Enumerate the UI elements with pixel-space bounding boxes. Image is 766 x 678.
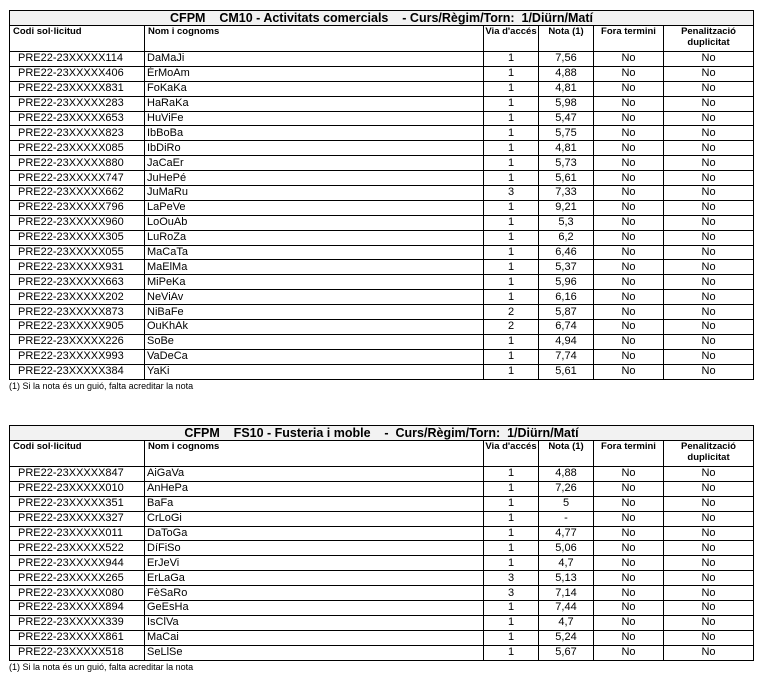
cell-via: 1 [484, 275, 539, 290]
cell-fora: No [594, 111, 664, 126]
admissions-table [9, 425, 754, 661]
cell-code: PRE22-23XXXXX518 [10, 645, 145, 660]
cell-fora: No [594, 586, 664, 601]
cell-penal: No [664, 186, 754, 201]
cell-fora: No [594, 511, 664, 526]
cell-code: PRE22-23XXXXX823 [10, 126, 145, 141]
cell-name: DaMaJi [145, 52, 484, 67]
cell-nota: 4,94 [539, 334, 594, 349]
cell-nota: 5,96 [539, 275, 594, 290]
cell-penal: No [664, 215, 754, 230]
cell-nota: 4,81 [539, 81, 594, 96]
cell-name: NeViAv [145, 290, 484, 305]
cell-penal: No [664, 126, 754, 141]
cell-name: SeLlSe [145, 645, 484, 660]
cell-code: PRE22-23XXXXX905 [10, 320, 145, 335]
cell-code: PRE22-23XXXXX880 [10, 156, 145, 171]
table-row [10, 349, 754, 364]
cell-nota: 5,67 [539, 645, 594, 660]
cell-code: PRE22-23XXXXX055 [10, 245, 145, 260]
cell-fora: No [594, 349, 664, 364]
cell-name: LaPeVe [145, 200, 484, 215]
table-row [10, 556, 754, 571]
table-row [10, 615, 754, 630]
cell-via: 1 [484, 364, 539, 379]
cell-code: PRE22-23XXXXX873 [10, 305, 145, 320]
table-row [10, 260, 754, 275]
cell-code: PRE22-23XXXXX384 [10, 364, 145, 379]
cell-name: HaRaKa [145, 96, 484, 111]
cell-via: 1 [484, 52, 539, 67]
cell-via: 1 [484, 496, 539, 511]
cell-via: 1 [484, 66, 539, 81]
cell-via: 3 [484, 571, 539, 586]
cell-via: 1 [484, 156, 539, 171]
cell-code: PRE22-23XXXXX831 [10, 81, 145, 96]
cell-fora: No [594, 275, 664, 290]
cell-name: HuViFe [145, 111, 484, 126]
cell-penal: No [664, 645, 754, 660]
cell-nota: 5,13 [539, 571, 594, 586]
cell-code: PRE22-23XXXXX406 [10, 66, 145, 81]
cell-penal: No [664, 260, 754, 275]
cell-via: 1 [484, 230, 539, 245]
cell-penal: No [664, 511, 754, 526]
cell-nota: 5,61 [539, 171, 594, 186]
cell-name: BaFa [145, 496, 484, 511]
section-title: CFPM FS10 - Fusteria i moble - Curs/Règim/Torn: 1/Diürn/Matí [10, 426, 754, 441]
cell-nota: 6,16 [539, 290, 594, 305]
cell-fora: No [594, 496, 664, 511]
cell-fora: No [594, 141, 664, 156]
cell-fora: No [594, 290, 664, 305]
cell-penal: No [664, 96, 754, 111]
cell-via: 3 [484, 586, 539, 601]
cell-code: PRE22-23XXXXX327 [10, 511, 145, 526]
cell-nota: 5 [539, 496, 594, 511]
cell-fora: No [594, 630, 664, 645]
cell-fora: No [594, 601, 664, 616]
cell-penal: No [664, 467, 754, 482]
table-row [10, 334, 754, 349]
header-code: Codi sol·licitud [10, 441, 145, 467]
cell-nota: 6,74 [539, 320, 594, 335]
table-row [10, 66, 754, 81]
cell-fora: No [594, 215, 664, 230]
header-via: Via d'accés [484, 441, 539, 467]
cell-penal: No [664, 111, 754, 126]
table-row [10, 111, 754, 126]
cell-name: ErLaGa [145, 571, 484, 586]
table-row [10, 305, 754, 320]
cell-via: 1 [484, 615, 539, 630]
cell-nota: 5,98 [539, 96, 594, 111]
cell-nota: 4,88 [539, 66, 594, 81]
cell-fora: No [594, 66, 664, 81]
cell-fora: No [594, 556, 664, 571]
cell-via: 1 [484, 556, 539, 571]
cell-nota: 5,06 [539, 541, 594, 556]
section-activitats-comercials [9, 10, 753, 392]
cell-name: OuKhAk [145, 320, 484, 335]
cell-via: 1 [484, 511, 539, 526]
cell-nota: 5,61 [539, 364, 594, 379]
cell-via: 1 [484, 334, 539, 349]
cell-via: 3 [484, 186, 539, 201]
cell-nota: 7,44 [539, 601, 594, 616]
cell-fora: No [594, 156, 664, 171]
cell-nota: 7,14 [539, 586, 594, 601]
cell-via: 1 [484, 171, 539, 186]
table-row [10, 245, 754, 260]
table-row [10, 96, 754, 111]
table-row [10, 320, 754, 335]
cell-penal: No [664, 349, 754, 364]
cell-penal: No [664, 275, 754, 290]
cell-name: MaCai [145, 630, 484, 645]
cell-name: FèSaRo [145, 586, 484, 601]
cell-code: PRE22-23XXXXX993 [10, 349, 145, 364]
cell-via: 1 [484, 630, 539, 645]
cell-via: 1 [484, 601, 539, 616]
cell-name: SoBe [145, 334, 484, 349]
header-fora: Fora termini [594, 441, 664, 467]
cell-penal: No [664, 586, 754, 601]
cell-penal: No [664, 245, 754, 260]
cell-via: 1 [484, 541, 539, 556]
table-row [10, 186, 754, 201]
cell-nota: 5,24 [539, 630, 594, 645]
cell-code: PRE22-23XXXXX080 [10, 586, 145, 601]
cell-nota: 7,56 [539, 52, 594, 67]
table-row [10, 645, 754, 660]
table-row [10, 601, 754, 616]
cell-name: NiBaFe [145, 305, 484, 320]
header-nota: Nota (1) [539, 441, 594, 467]
table-row [10, 481, 754, 496]
cell-penal: No [664, 601, 754, 616]
cell-penal: No [664, 615, 754, 630]
cell-name: MiPeKa [145, 275, 484, 290]
section-fusteria-moble [9, 425, 753, 673]
cell-fora: No [594, 81, 664, 96]
cell-fora: No [594, 96, 664, 111]
cell-penal: No [664, 556, 754, 571]
cell-via: 2 [484, 305, 539, 320]
cell-nota: 7,26 [539, 481, 594, 496]
footnote: (1) Si la nota és un guió, falta acreditar la nota [9, 380, 194, 391]
cell-penal: No [664, 541, 754, 556]
cell-code: PRE22-23XXXXX226 [10, 334, 145, 349]
footnote: (1) Si la nota és un guió, falta acreditar la nota [9, 661, 194, 672]
header-nota: Nota (1) [539, 26, 594, 52]
cell-penal: No [664, 630, 754, 645]
cell-penal: No [664, 141, 754, 156]
cell-penal: No [664, 81, 754, 96]
cell-penal: No [664, 305, 754, 320]
cell-name: YaKi [145, 364, 484, 379]
cell-fora: No [594, 364, 664, 379]
cell-code: PRE22-23XXXXX351 [10, 496, 145, 511]
cell-via: 1 [484, 215, 539, 230]
cell-code: PRE22-23XXXXX283 [10, 96, 145, 111]
cell-name: MaCaTa [145, 245, 484, 260]
cell-via: 1 [484, 126, 539, 141]
cell-nota: 4,81 [539, 141, 594, 156]
cell-fora: No [594, 52, 664, 67]
cell-fora: No [594, 526, 664, 541]
cell-via: 1 [484, 467, 539, 482]
cell-code: PRE22-23XXXXX663 [10, 275, 145, 290]
cell-name: IbBoBa [145, 126, 484, 141]
cell-penal: No [664, 290, 754, 305]
cell-penal: No [664, 156, 754, 171]
table-row [10, 467, 754, 482]
cell-code: PRE22-23XXXXX861 [10, 630, 145, 645]
cell-nota: 7,74 [539, 349, 594, 364]
cell-penal: No [664, 230, 754, 245]
cell-nota: 5,87 [539, 305, 594, 320]
cell-via: 1 [484, 81, 539, 96]
cell-code: PRE22-23XXXXX010 [10, 481, 145, 496]
table-row [10, 215, 754, 230]
cell-name: MaElMa [145, 260, 484, 275]
cell-penal: No [664, 200, 754, 215]
table-row [10, 511, 754, 526]
cell-via: 1 [484, 645, 539, 660]
table-row [10, 496, 754, 511]
header-name: Nom i cognoms [145, 441, 484, 467]
cell-name: DaToGa [145, 526, 484, 541]
cell-code: PRE22-23XXXXX085 [10, 141, 145, 156]
cell-name: JaCaEr [145, 156, 484, 171]
cell-fora: No [594, 481, 664, 496]
cell-name: FoKaKa [145, 81, 484, 96]
cell-penal: No [664, 171, 754, 186]
cell-fora: No [594, 126, 664, 141]
table-row [10, 52, 754, 67]
cell-code: PRE22-23XXXXX894 [10, 601, 145, 616]
cell-nota: 4,88 [539, 467, 594, 482]
cell-penal: No [664, 364, 754, 379]
cell-name: AiGaVa [145, 467, 484, 482]
section-title: CFPM CM10 - Activitats comercials - Curs/Règim/Torn: 1/Diürn/Matí [10, 11, 754, 26]
table-row [10, 200, 754, 215]
admissions-table [9, 10, 754, 380]
cell-via: 1 [484, 96, 539, 111]
cell-penal: No [664, 52, 754, 67]
cell-fora: No [594, 305, 664, 320]
cell-via: 1 [484, 526, 539, 541]
table-row [10, 126, 754, 141]
cell-code: PRE22-23XXXXX011 [10, 526, 145, 541]
cell-nota: 5,47 [539, 111, 594, 126]
cell-via: 1 [484, 290, 539, 305]
cell-code: PRE22-23XXXXX796 [10, 200, 145, 215]
table-row [10, 630, 754, 645]
cell-fora: No [594, 571, 664, 586]
cell-via: 1 [484, 349, 539, 364]
table-row [10, 290, 754, 305]
header-code: Codi sol·licitud [10, 26, 145, 52]
cell-nota: 5,75 [539, 126, 594, 141]
cell-penal: No [664, 496, 754, 511]
cell-fora: No [594, 186, 664, 201]
cell-name: LoOuAb [145, 215, 484, 230]
cell-nota: 4,7 [539, 556, 594, 571]
cell-code: PRE22-23XXXXX747 [10, 171, 145, 186]
cell-fora: No [594, 320, 664, 335]
table-row [10, 364, 754, 379]
cell-via: 1 [484, 260, 539, 275]
cell-via: 1 [484, 245, 539, 260]
cell-code: PRE22-23XXXXX653 [10, 111, 145, 126]
cell-name: IsClVa [145, 615, 484, 630]
cell-via: 1 [484, 141, 539, 156]
table-row [10, 171, 754, 186]
cell-name: ErJeVi [145, 556, 484, 571]
cell-code: PRE22-23XXXXX265 [10, 571, 145, 586]
table-row [10, 81, 754, 96]
cell-fora: No [594, 230, 664, 245]
cell-via: 1 [484, 200, 539, 215]
header-penal: Penalització duplicitat [664, 441, 754, 467]
cell-nota: 4,77 [539, 526, 594, 541]
cell-name: DíFiSo [145, 541, 484, 556]
cell-fora: No [594, 171, 664, 186]
cell-code: PRE22-23XXXXX847 [10, 467, 145, 482]
cell-fora: No [594, 467, 664, 482]
cell-code: PRE22-23XXXXX522 [10, 541, 145, 556]
cell-name: JuHePé [145, 171, 484, 186]
cell-name: CrLoGi [145, 511, 484, 526]
cell-nota: - [539, 511, 594, 526]
table-row [10, 541, 754, 556]
cell-nota: 7,33 [539, 186, 594, 201]
cell-name: AnHePa [145, 481, 484, 496]
header-fora: Fora termini [594, 26, 664, 52]
header-via: Via d'accés [484, 26, 539, 52]
cell-code: PRE22-23XXXXX339 [10, 615, 145, 630]
cell-code: PRE22-23XXXXX944 [10, 556, 145, 571]
cell-penal: No [664, 481, 754, 496]
header-penal: Penalització duplicitat [664, 26, 754, 52]
cell-via: 1 [484, 481, 539, 496]
cell-penal: No [664, 320, 754, 335]
cell-name: GeEsHa [145, 601, 484, 616]
cell-name: IbDiRo [145, 141, 484, 156]
cell-fora: No [594, 334, 664, 349]
table-row [10, 526, 754, 541]
table-row [10, 156, 754, 171]
cell-nota: 6,2 [539, 230, 594, 245]
cell-penal: No [664, 571, 754, 586]
header-name: Nom i cognoms [145, 26, 484, 52]
cell-fora: No [594, 260, 664, 275]
cell-via: 1 [484, 111, 539, 126]
cell-nota: 5,3 [539, 215, 594, 230]
cell-nota: 5,37 [539, 260, 594, 275]
cell-name: LuRoZa [145, 230, 484, 245]
table-row [10, 141, 754, 156]
cell-penal: No [664, 334, 754, 349]
cell-fora: No [594, 200, 664, 215]
cell-nota: 6,46 [539, 245, 594, 260]
table-row [10, 586, 754, 601]
table-row [10, 230, 754, 245]
cell-fora: No [594, 245, 664, 260]
cell-penal: No [664, 66, 754, 81]
cell-name: VaDeCa [145, 349, 484, 364]
cell-fora: No [594, 615, 664, 630]
cell-fora: No [594, 645, 664, 660]
cell-code: PRE22-23XXXXX114 [10, 52, 145, 67]
cell-code: PRE22-23XXXXX931 [10, 260, 145, 275]
cell-code: PRE22-23XXXXX305 [10, 230, 145, 245]
cell-nota: 4,7 [539, 615, 594, 630]
cell-code: PRE22-23XXXXX662 [10, 186, 145, 201]
cell-fora: No [594, 541, 664, 556]
table-row [10, 571, 754, 586]
cell-nota: 5,73 [539, 156, 594, 171]
cell-nota: 9,21 [539, 200, 594, 215]
cell-name: JuMaRu [145, 186, 484, 201]
table-row [10, 275, 754, 290]
cell-penal: No [664, 526, 754, 541]
cell-code: PRE22-23XXXXX202 [10, 290, 145, 305]
cell-via: 2 [484, 320, 539, 335]
cell-name: ÉrMoAm [145, 66, 484, 81]
cell-code: PRE22-23XXXXX960 [10, 215, 145, 230]
